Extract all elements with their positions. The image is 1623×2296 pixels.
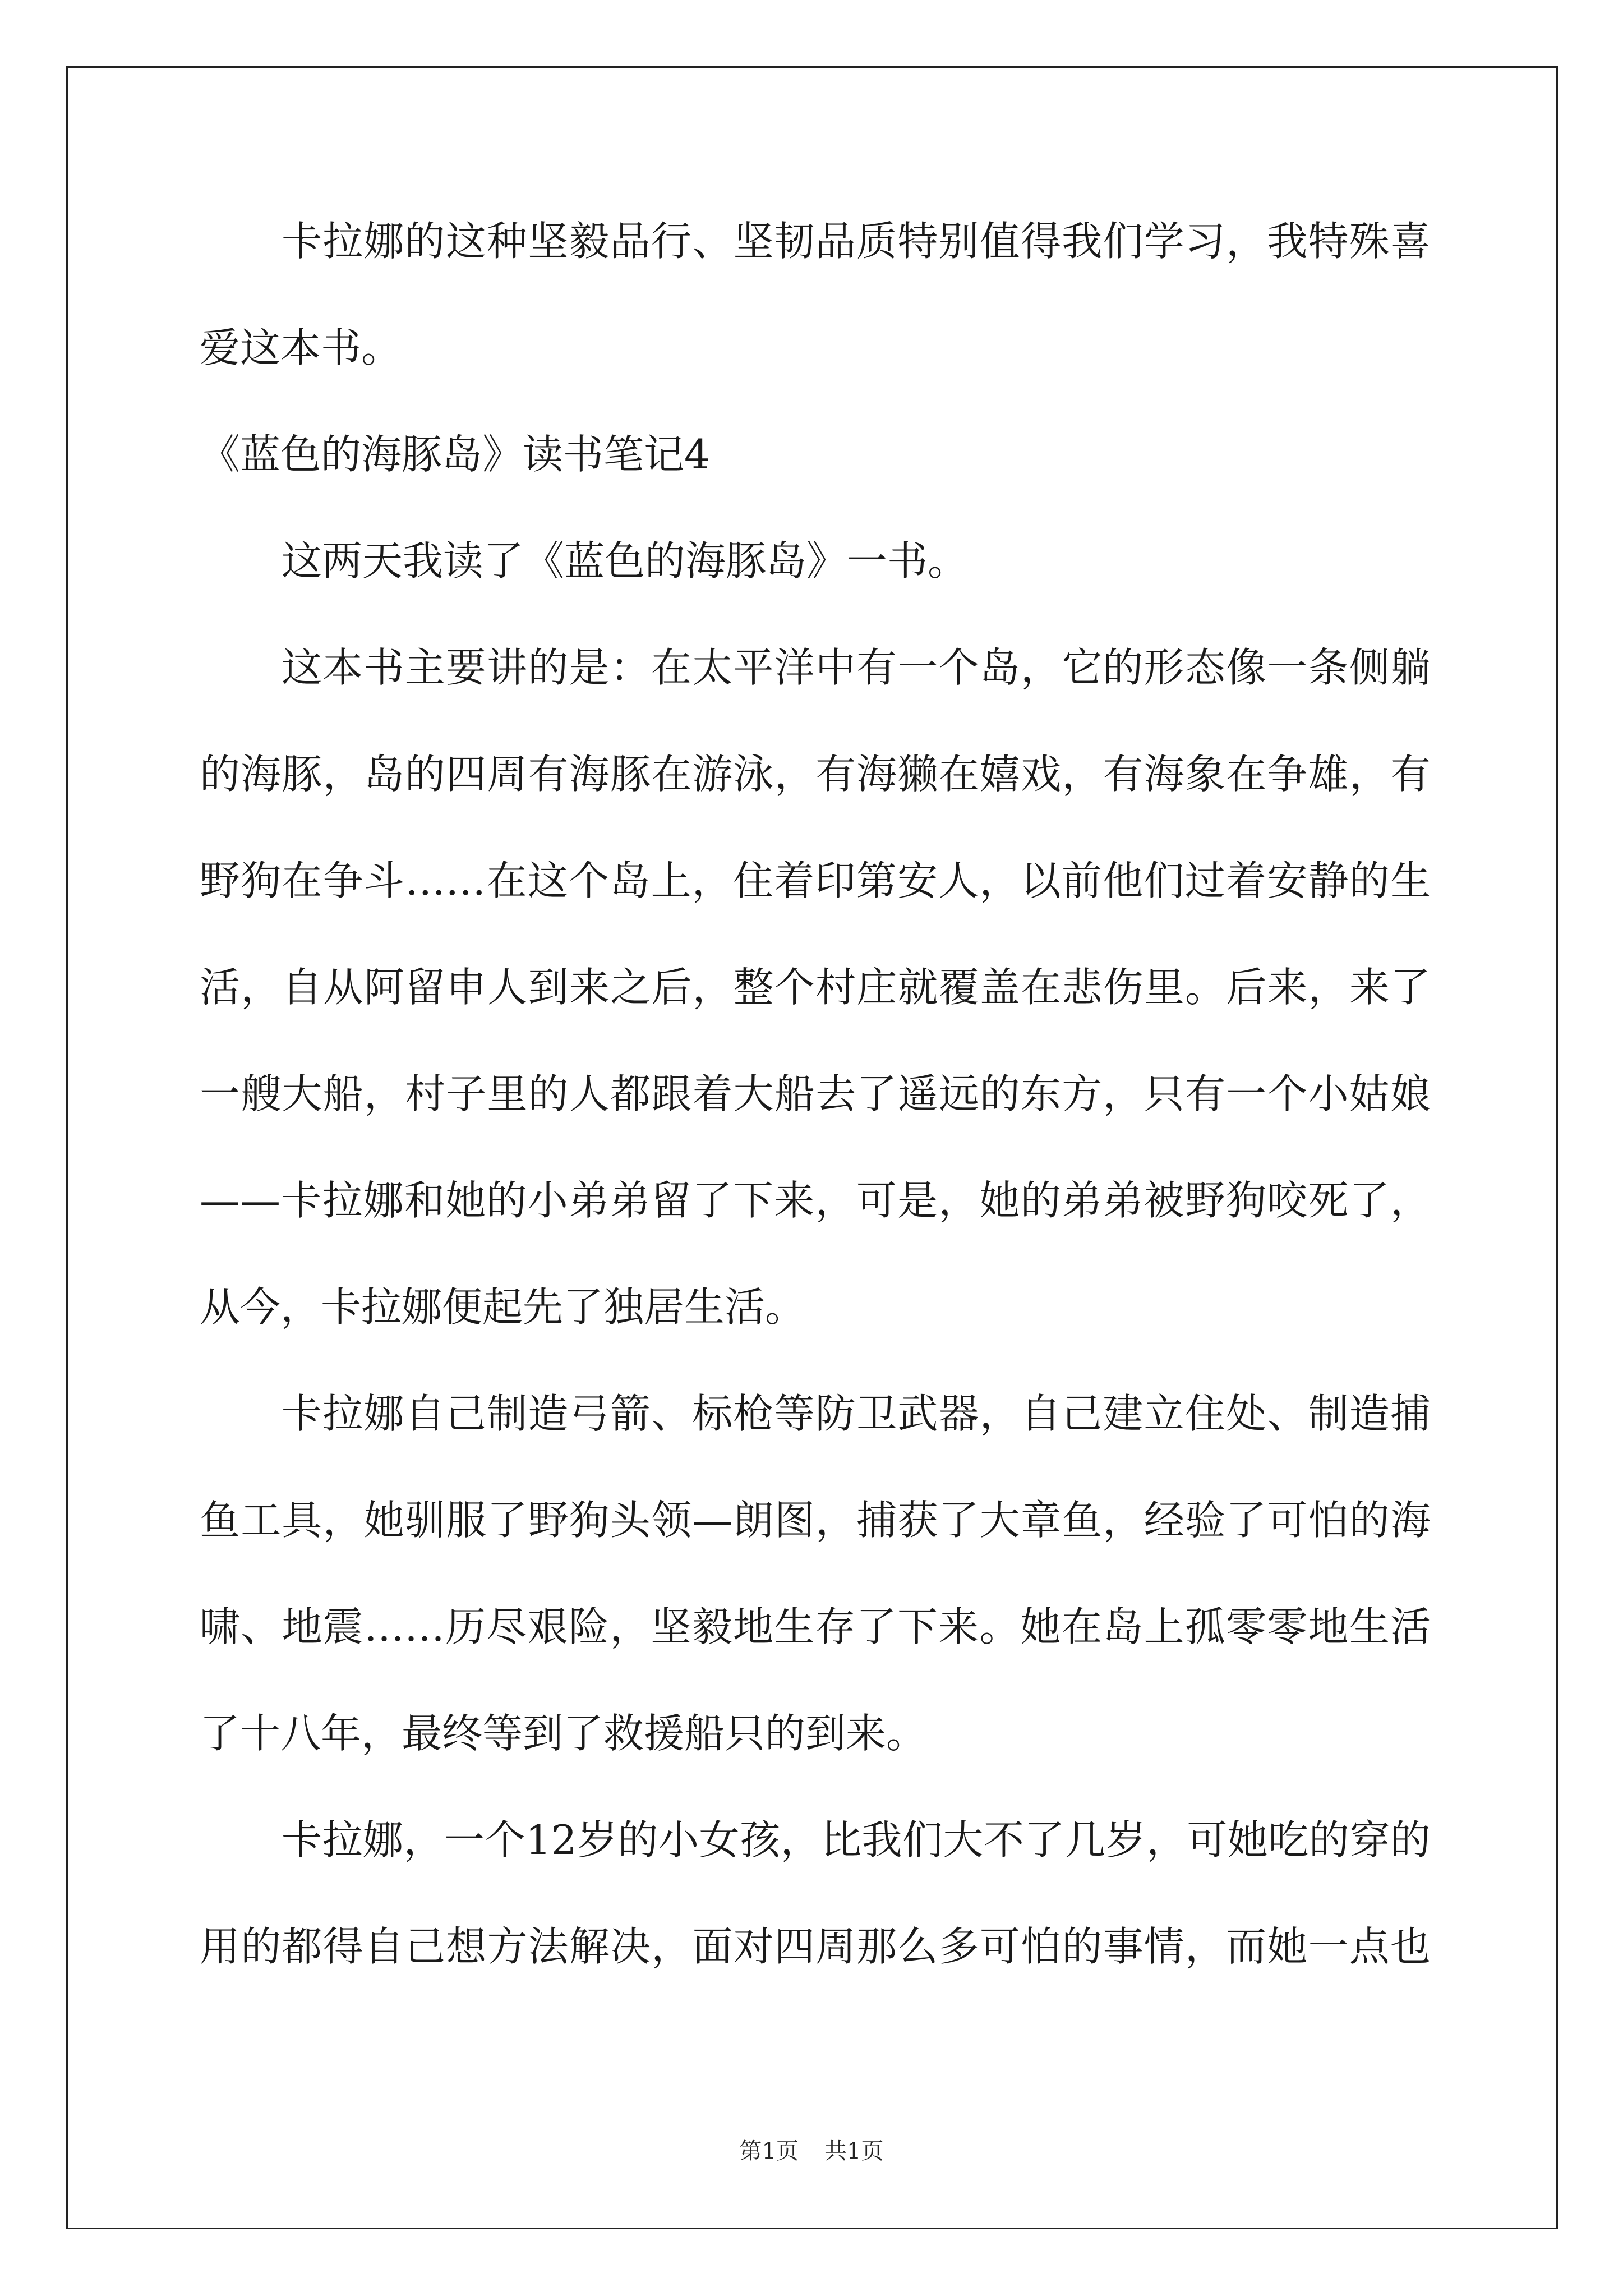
- paragraph-line: 爱这本书。: [200, 324, 402, 371]
- paragraph-line: 从今，卡拉娜便起先了独居生活。: [200, 1283, 806, 1331]
- paragraph-line: 鱼工具，她驯服了野狗头领—朗图，捕获了大章鱼，经验了可怕的海: [200, 1497, 1431, 1544]
- page-number: 第1页: [739, 2138, 799, 2164]
- paragraph-line: 一艘大船，村子里的人都跟着大船去了遥远的东方，只有一个小姑娘: [200, 1070, 1431, 1117]
- paragraph-line: 卡拉娜自己制造弓箭、标枪等防卫武器，自己建立住处、制造捕: [282, 1390, 1431, 1437]
- paragraph-line: 了十八年，最终等到了救援船只的到来。: [200, 1710, 927, 1757]
- page-footer: [0, 2134, 1623, 2168]
- paragraph-line: 啸、地震……历尽艰险，坚毅地生存了下来。她在岛上孤零零地生活: [200, 1603, 1431, 1650]
- paragraph-line: 的海豚，岛的四周有海豚在游泳，有海獭在嬉戏，有海象在争雄，有: [200, 751, 1431, 798]
- paragraph-line: 用的都得自己想方法解决，面对四周那么多可怕的事情，而她一点也: [200, 1923, 1431, 1970]
- paragraph-line: 这本书主要讲的是：在太平洋中有一个岛，它的形态像一条侧躺: [282, 644, 1431, 691]
- paragraph-line: 卡拉娜，一个12岁的小女孩，比我们大不了几岁，可她吃的穿的: [282, 1816, 1431, 1864]
- section-heading: 《蓝色的海豚岛》读书笔记4: [200, 431, 710, 478]
- page-count: 共1页: [824, 2138, 884, 2164]
- paragraph-line: 这两天我读了《蓝色的海豚岛》一书。: [282, 537, 969, 585]
- document-body: [200, 208, 1431, 2087]
- paragraph-line: ——卡拉娜和她的小弟弟留了下来，可是，她的弟弟被野狗咬死了，: [200, 1177, 1431, 1224]
- paragraph-line: 卡拉娜的这种坚毅品行、坚韧品质特别值得我们学习，我特殊喜: [282, 218, 1431, 265]
- paragraph-line: 野狗在争斗……在这个岛上，住着印第安人，以前他们过着安静的生: [200, 857, 1431, 904]
- paragraph-line: 活，自从阿留申人到来之后，整个村庄就覆盖在悲伤里。后来，来了: [200, 964, 1431, 1011]
